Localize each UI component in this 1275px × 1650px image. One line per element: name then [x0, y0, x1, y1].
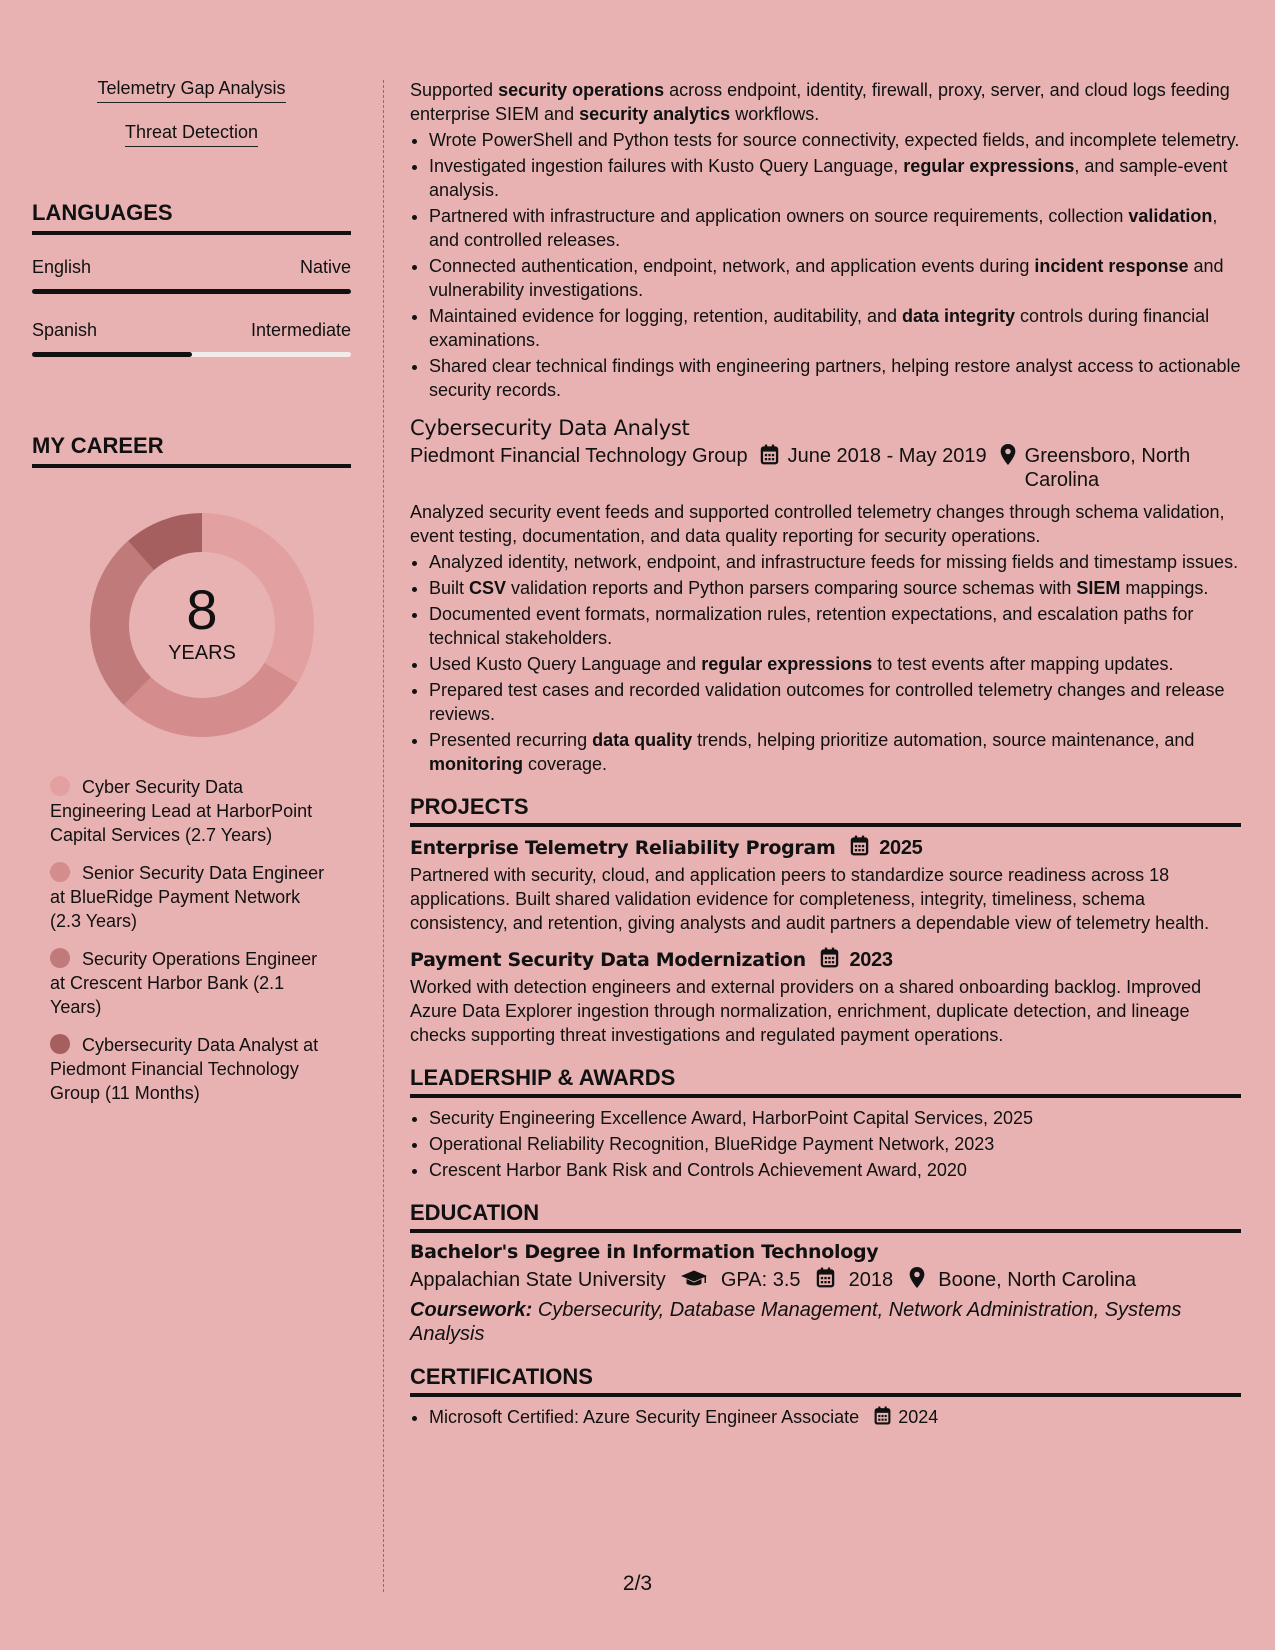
bold-text: incident response — [1034, 256, 1189, 276]
text-run: Used Kusto Query Language and — [429, 654, 702, 674]
education-year: 2018 — [848, 1269, 894, 1291]
calendar-icon — [816, 1267, 835, 1288]
calendar-icon — [874, 1406, 891, 1425]
job-summary — [410, 500, 1241, 548]
bullet-item — [429, 602, 1241, 650]
calendar-icon — [820, 947, 839, 968]
language-bar-fill — [32, 289, 351, 294]
language-bar — [32, 289, 351, 294]
coursework-list: Cybersecurity, Database Management, Network Administration, Systems Analysis — [410, 1299, 1182, 1345]
project-description: Partnered with security, cloud, and application peers to standardize source readiness across 18 applications. Built shared validation evidence for completeness, integrity, timeliness, schema consistency, and retention, giving analysts and audit partners a dependable view of telemetry health. — [410, 865, 1210, 933]
job-bullets — [410, 550, 1241, 776]
text-run: and vulnerability investigations. — [429, 256, 1224, 300]
education-location: Boone, North Carolina — [938, 1269, 1137, 1291]
project-description: Worked with detection engineers and external providers on a shared onboarding backlog. Improved Azure Data Explorer ingestion through normalization, enrichment, duplicate detection, and lineage checks supporting threat investigations and regulated payment operations. — [410, 977, 1202, 1045]
job-location: Greensboro, North Carolina — [1024, 445, 1191, 491]
legend-dot — [50, 862, 70, 882]
text-run: , and sample-event analysis. — [429, 156, 1228, 200]
legend-dot — [50, 776, 70, 796]
language-level: Intermediate — [250, 320, 351, 340]
legend-label: Senior Security Data Engineer at BlueRidge Payment Network (2.3 Years) — [50, 863, 325, 931]
coursework-label: Coursework: — [410, 1299, 533, 1321]
language-name: Spanish — [32, 320, 98, 340]
bold-text: security analytics — [579, 104, 731, 124]
skill-tag: Telemetry Gap Analysis — [97, 78, 285, 103]
location-pin-icon — [1000, 444, 1016, 465]
text-run: Built — [429, 578, 470, 598]
bold-text: regular expressions — [701, 654, 873, 674]
bullet-item — [429, 304, 1241, 352]
bold-text: regular expressions — [903, 156, 1075, 176]
text-run: Maintained evidence for logging, retention, auditability, and — [429, 306, 902, 326]
text-run: Analyzed security event feeds and supported controlled telemetry changes through schema validation, event testing, documentation, and data quality reporting for security operations. — [410, 502, 1225, 546]
language-bar-fill — [32, 352, 192, 357]
experience-bullets — [410, 128, 1241, 402]
text-run: validation reports and Python parsers comparing source schemas with — [506, 578, 1077, 598]
language-bar — [32, 352, 351, 357]
column-divider — [383, 80, 384, 1592]
text-run: , and controlled releases. — [429, 206, 1218, 250]
calendar-icon — [760, 444, 779, 465]
certification-name: Microsoft Certified: Azure Security Engineer Associate — [429, 1407, 860, 1427]
certification-year: 2024 — [898, 1407, 939, 1427]
degree-title: Bachelor's Degree in Information Technology — [410, 1241, 879, 1263]
career-legend — [50, 775, 335, 1105]
certifications-heading: CERTIFICATIONS — [410, 1364, 1241, 1397]
bullet-item — [429, 354, 1241, 402]
bullet-item — [429, 678, 1241, 726]
job-title: Cybersecurity Data Analyst — [410, 416, 690, 440]
bold-text: data integrity — [901, 306, 1016, 326]
legend-label: Cyber Security Data Engineering Lead at HarborPoint Capital Services (2.7 Years) — [50, 777, 313, 845]
legend-dot — [50, 1034, 70, 1054]
legend-item — [50, 1033, 335, 1105]
bold-text: SIEM — [1076, 578, 1121, 598]
bullet-item — [429, 204, 1241, 252]
education-meta — [410, 1267, 1241, 1292]
language-level: Native — [299, 257, 351, 277]
award-item: • Security Engineering Excellence Award, HarborPoint Capital Services, 2025 — [429, 1106, 1241, 1130]
page-number: 2/3 — [622, 1572, 653, 1595]
text-run: Analyzed identity, network, endpoint, and infrastructure feeds for missing fields and timestamp issues. — [429, 552, 1239, 572]
project-item — [410, 835, 1241, 935]
location-pin-icon — [909, 1267, 925, 1288]
project-title: Payment Security Data Modernization — [410, 949, 806, 971]
projects-heading: PROJECTS — [410, 794, 1241, 827]
text-run: Presented recurring — [429, 730, 593, 750]
bold-text: data quality — [592, 730, 693, 750]
legend-label: Cybersecurity Data Analyst at Piedmont Financial Technology Group (11 Months) — [50, 1035, 319, 1103]
project-item — [410, 947, 1241, 1047]
legend-label: Security Operations Engineer at Crescent Harbor Bank (2.1 Years) — [50, 949, 318, 1017]
sidebar — [32, 78, 351, 1119]
career-heading: MY CAREER — [32, 433, 351, 468]
bold-text: monitoring — [429, 754, 523, 774]
education-entry — [410, 1241, 1241, 1346]
project-year: 2025 — [879, 837, 923, 859]
job-company: Piedmont Financial Technology Group — [410, 445, 748, 467]
legend-item — [50, 947, 335, 1019]
language-name: English — [32, 257, 92, 277]
graduation-cap-icon — [681, 1269, 707, 1288]
bullet-item — [429, 728, 1241, 776]
legend-item — [50, 775, 335, 847]
bullet-item — [429, 550, 1241, 574]
main-content — [410, 78, 1241, 1431]
job-entry — [410, 416, 1241, 776]
text-run: mappings. — [1120, 578, 1209, 598]
text-run: trends, helping prioritize automation, source maintenance, and — [692, 730, 1195, 750]
text-run: Connected authentication, endpoint, network, and application events during — [429, 256, 1035, 276]
awards-list — [410, 1106, 1241, 1182]
award-item: • Crescent Harbor Bank Risk and Controls Achievement Award, 2020 — [429, 1158, 1241, 1182]
text-run: to test events after mapping updates. — [872, 654, 1174, 674]
calendar-icon — [850, 835, 869, 856]
language-item — [32, 320, 351, 357]
job-meta — [410, 444, 1241, 492]
bold-text: security operations — [498, 80, 665, 100]
certifications-list — [410, 1405, 1241, 1429]
bullet-item — [429, 254, 1241, 302]
languages-heading: LANGUAGES — [32, 200, 351, 235]
skill-tag: Threat Detection — [125, 122, 258, 147]
text-run: across endpoint, identity, firewall, proxy, server, and cloud logs feeding enterprise SIEM and — [410, 80, 1230, 124]
text-run: controls during financial examinations. — [429, 306, 1210, 350]
project-title: Enterprise Telemetry Reliability Program — [410, 837, 836, 859]
text-run: Documented event formats, normalization rules, retention expectations, and escalation paths for technical stakeholders. — [429, 604, 1194, 648]
text-run: Wrote PowerShell and Python tests for source connectivity, expected fields, and incomplete telemetry. — [429, 130, 1240, 150]
project-year: 2023 — [849, 949, 893, 971]
job-dates: June 2018 - May 2019 — [787, 445, 987, 467]
experience-intro — [410, 78, 1241, 126]
text-run: Shared clear technical findings with engineering partners, helping restore analyst access to actionable security records. — [429, 356, 1241, 400]
bullet-item — [429, 154, 1241, 202]
coursework — [410, 1298, 1241, 1346]
career-years-number: 8 — [186, 578, 218, 641]
text-run: coverage. — [522, 754, 608, 774]
donut-segment-2 — [124, 663, 298, 737]
education-gpa: GPA: 3.5 — [720, 1269, 801, 1291]
language-item — [32, 257, 351, 294]
text-run: Supported — [410, 80, 499, 100]
text-run: Investigated ingestion failures with Kusto Query Language, — [429, 156, 904, 176]
bullet-item — [429, 652, 1241, 676]
bullet-item — [429, 576, 1241, 600]
legend-dot — [50, 948, 70, 968]
education-heading: EDUCATION — [410, 1200, 1241, 1233]
school-name: Appalachian State University — [410, 1269, 666, 1291]
bullet-item — [429, 128, 1241, 152]
career-donut — [87, 510, 317, 740]
career-years-label: YEARS — [168, 642, 236, 664]
legend-item — [50, 861, 335, 933]
awards-heading: LEADERSHIP & AWARDS — [410, 1065, 1241, 1098]
certification-item — [429, 1405, 1241, 1429]
bold-text: validation — [1128, 206, 1213, 226]
text-run: workflows. — [730, 104, 820, 124]
text-run: Partnered with infrastructure and application owners on source requirements, collection — [429, 206, 1129, 226]
bold-text: CSV — [469, 578, 507, 598]
text-run: Prepared test cases and recorded validation outcomes for controlled telemetry changes and release reviews. — [429, 680, 1225, 724]
award-item: • Operational Reliability Recognition, BlueRidge Payment Network, 2023 — [429, 1132, 1241, 1156]
